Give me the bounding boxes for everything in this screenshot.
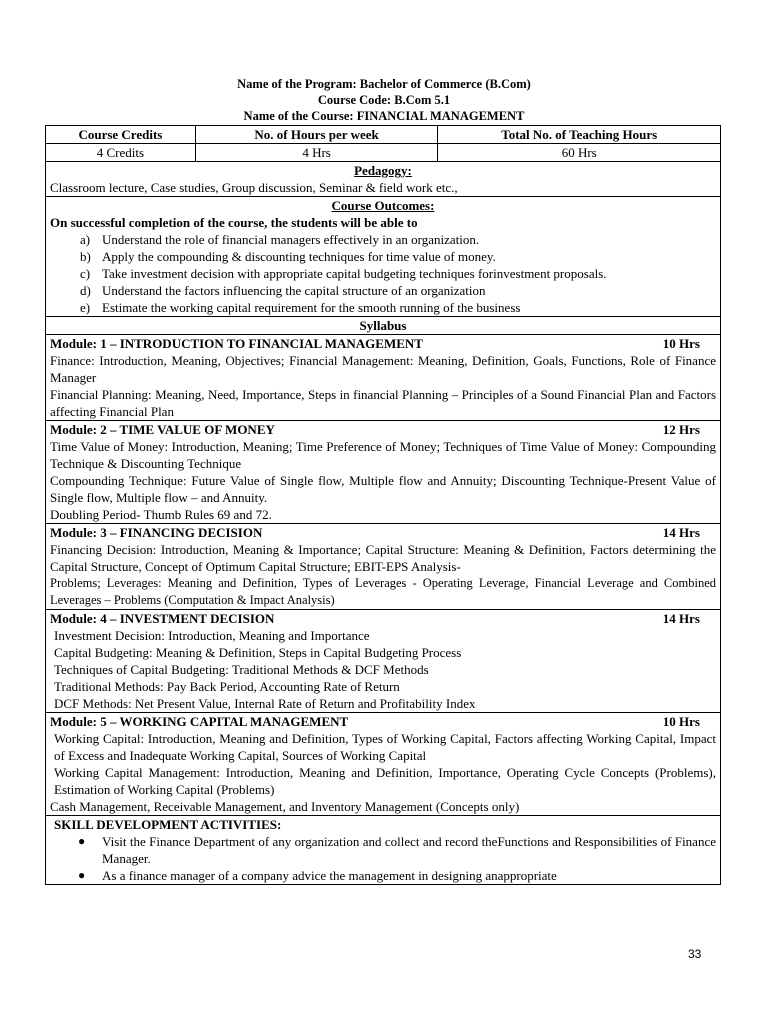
module-row	[46, 335, 721, 421]
module-row	[46, 713, 721, 816]
module-title: Module: 5 – WORKING CAPITAL MANAGEMENT	[50, 714, 349, 729]
module-paragraph: Problems; Leverages: Meaning and Definition, Types of Leverages - Operating Leverage, Financial Leverage and Combined Leverages – Problems (Computation & Impact Analysis)	[50, 576, 716, 607]
module-title: Module: 2 – TIME VALUE OF MONEY	[50, 422, 275, 437]
module-title: Module: 1 – INTRODUCTION TO FINANCIAL MANAGEMENT	[50, 336, 423, 351]
bullet-icon: ●	[78, 834, 86, 848]
module-paragraph: Capital Budgeting: Meaning & Definition, Steps in Capital Budgeting Process	[54, 645, 462, 660]
outcome-item: b) Apply the compounding & discounting techniques for time value of money.	[80, 249, 496, 264]
syllabus-title-row	[46, 317, 721, 335]
pedagogy-row	[46, 162, 721, 197]
module-paragraph: Financial Planning: Meaning, Need, Importance, Steps in financial Planning – Principles of a Sound Financial Plan and Factors affecting Financial Plan	[50, 387, 716, 419]
skills-title: SKILL DEVELOPMENT ACTIVITIES:	[54, 817, 282, 832]
module-hours: 14 Hrs	[662, 525, 700, 540]
hours-week-value: 4 Hrs	[195, 144, 438, 162]
module-hours: 12 Hrs	[662, 422, 700, 437]
module-paragraph: Financing Decision: Introduction, Meaning & Importance; Capital Structure: Meaning & Definition, Factors determining the Capital Structure, Concept of Optimum Capital Structure; EBIT-EPS Analysis-	[50, 542, 716, 574]
module-paragraph: Doubling Period- Thumb Rules 69 and 72.	[50, 507, 272, 522]
skills-list	[50, 833, 716, 884]
module-paragraph: Working Capital: Introduction, Meaning and Definition, Types of Working Capital, Factors affecting Working Capital, Impact of Excess and Inadequate Working Capital, Sources of Working Capital	[54, 731, 716, 763]
outcome-item: c) Take investment decision with appropriate capital budgeting techniques forinvestment proposals.	[80, 266, 607, 281]
module-paragraph: Traditional Methods: Pay Back Period, Accounting Rate of Return	[54, 679, 400, 694]
page-number: 33	[688, 947, 702, 961]
outcome-item: e) Estimate the working capital requirement for the smooth running of the business	[80, 300, 521, 315]
module-title: Module: 3 – FINANCING DECISION	[50, 525, 263, 540]
outcomes-row	[46, 197, 721, 317]
skill-item: ● Visit the Finance Department of any organization and collect and record theFunctions and Responsibilities of Finance Manager.	[78, 834, 716, 866]
credits-values-row	[46, 144, 721, 162]
module-paragraph: DCF Methods: Net Present Value, Internal Rate of Return and Profitability Index	[54, 696, 476, 711]
module-hours: 14 Hrs	[662, 611, 700, 626]
outcome-item: d) Understand the factors influencing the capital structure of an organization	[80, 283, 486, 298]
skills-row	[46, 816, 721, 885]
module-paragraph: Techniques of Capital Budgeting: Traditional Methods & DCF Methods	[54, 662, 429, 677]
module-row	[46, 610, 721, 713]
outcome-item: a) Understand the role of financial managers effectively in an organization.	[80, 232, 480, 247]
teaching-hours-value: 60 Hrs	[438, 144, 721, 162]
syllabus-table	[45, 125, 721, 885]
hours-week-header: No. of Hours per week	[195, 126, 438, 144]
outcomes-title: Course Outcomes:	[331, 198, 435, 213]
credits-header-row	[46, 126, 721, 144]
teaching-hours-header: Total No. of Teaching Hours	[438, 126, 721, 144]
credits-value: 4 Credits	[46, 144, 196, 162]
module-paragraph: Compounding Technique: Future Value of Single flow, Multiple flow and Annuity; Discounting Technique-Present Value of Single flow, Multiple flow – and Annuity.	[50, 473, 716, 505]
module-paragraph: Finance: Introduction, Meaning, Objectives; Financial Management: Meaning, Definition, Goals, Functions, Role of Finance Manager	[50, 353, 716, 385]
module-paragraph: Time Value of Money: Introduction, Meaning; Time Preference of Money; Techniques of Time Value of Money: Compounding Technique & Discounting Technique	[50, 439, 716, 471]
module-hours: 10 Hrs	[662, 336, 700, 351]
module-row	[46, 524, 721, 610]
outcomes-intro: On successful completion of the course, the students will be able to	[50, 215, 418, 230]
course-name: Name of the Course: FINANCIAL MANAGEMENT	[243, 109, 525, 123]
outcomes-list	[50, 231, 716, 316]
pedagogy-title: Pedagogy:	[354, 163, 412, 178]
credits-header: Course Credits	[46, 126, 196, 144]
bullet-icon: ●	[78, 868, 86, 882]
module-title: Module: 4 – INVESTMENT DECISION	[50, 611, 275, 626]
module-row	[46, 421, 721, 524]
module-paragraph: Working Capital Management: Introduction, Meaning and Definition, Importance, Operating Cycle Concepts (Problems), Estimation of Working Capital (Problems)	[54, 765, 716, 797]
pedagogy-text: Classroom lecture, Case studies, Group discussion, Seminar & field work etc.,	[50, 180, 458, 195]
module-hours: 10 Hrs	[662, 714, 700, 729]
module-paragraph: Cash Management, Receivable Management, and Inventory Management (Concepts only)	[50, 799, 520, 814]
skill-item: ● As a finance manager of a company advice the management in designing anappropriate	[78, 868, 557, 883]
program-name: Name of the Program: Bachelor of Commerce (B.Com)	[237, 77, 531, 91]
module-paragraph: Investment Decision: Introduction, Meaning and Importance	[54, 628, 370, 643]
syllabus-title: Syllabus	[46, 317, 721, 335]
course-code: Course Code: B.Com 5.1	[317, 93, 451, 107]
